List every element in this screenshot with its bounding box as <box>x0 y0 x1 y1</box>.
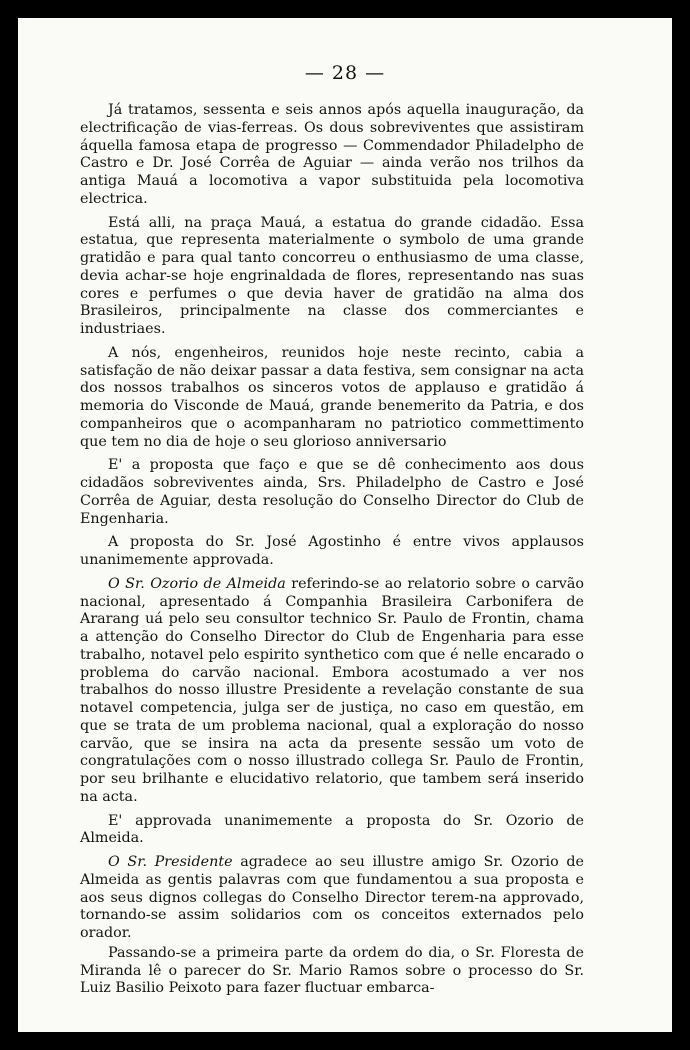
paragraph: E' approvada unanimemente a proposta do Sr. Ozorio de Almeida. <box>80 812 584 847</box>
speaker-name: O Sr. Presidente <box>108 854 233 870</box>
paragraph: Está alli, na praça Mauá, a estatua do grande cidadão. Essa estatua, que representa materialmente o symbolo de uma grande gratidão e para qual tanto concorreu o enthusiasmo de uma classe, devia achar-se hoje engrinaldada de flores, representando nas suas cores e perfumes o que devia haver de gratidão na alma dos Brasileiros, principalmente na classe dos commerciantes e industriaes. <box>80 214 584 337</box>
paragraph: A proposta do Sr. José Agostinho é entre vivos applausos unanimemente approvada. <box>80 534 584 568</box>
paragraph: Já tratamos, sessenta e seis annos após aquella inauguração, da electrificação de vias-ferreas. Os dous sobreviventes que assistiram áquella famosa etapa de progresso — Commendador Philadelpho de Castro e Dr. José Corrêa de Aguiar — ainda verão nos trilhos da antiga Mauá a locomotiva a vapor substituida pela locomotiva electrica. <box>80 102 584 207</box>
page-number: — 28 — <box>304 62 386 84</box>
paragraph-text: agradece ao seu illustre amigo Sr. Ozorio de Almeida as gentis palavras com que fundamentou a sua proposta e aos seus dignos collegas do Conselho Director terem-na approvado, tornando-se assim solidarios com os conceitos externados pelo orador. <box>80 854 585 941</box>
paragraph: Passando-se a primeira parte da ordem do dia, o Sr. Floresta de Miranda lê o parecer do Sr. Mario Ramos sobre o processo do Sr. Luiz Basilio Peixoto para fazer fluctuar embarca- <box>80 944 584 997</box>
speaker-name: O Sr. Ozorio de Almeida <box>108 575 286 592</box>
body-text <box>80 102 584 1004</box>
paragraph-text: referindo-se ao relatorio sobre o carvão nacional, apresentado á Companhia Brasileira Carbonifera de Ararang uá pelo seu consultor technico Sr. Paulo de Frontin, chama a attenção do Conselho Director do Club de Engenharia para esse trabalho, notavel pelo espirito synthetico com que é nelle encarado o problema do carvão nacional. Embora acostumado a ver nos trabalhos do nosso illustre Presidente a revelação constante de sua notavel competencia, julga ser de justiça, no caso em questão, em que se trata de um problema nacional, qual a exploração do nosso carvão, que se insira na acta da presente sessão um voto de congratulações com o nosso illustrado collega Sr. Paulo de Frontin, por seu brilhante e elucidativo relatorio, que tambem será inserido na acta. <box>80 575 584 805</box>
paragraph: E' a proposta que faço e que se dê conhecimento aos dous cidadãos sobreviventes ainda, Srs. Philadelpho de Castro e José Corrêa de Aguiar, desta resolução do Conselho Director do Club de Engenharia. <box>80 457 584 527</box>
paragraph <box>80 576 584 807</box>
paragraph: A nós, engenheiros, reunidos hoje neste recinto, cabia a satisfação de não deixar passar a data festiva, sem consignar na acta dos nossos trabalhos os sinceros votos de applauso e gratidão á memoria do Visconde de Mauá, grande benemerito da Patria, e dos companheiros que o acompanharam no patriotico commettimento que tem no dia de hoje o seu glorioso anniversario <box>80 344 584 450</box>
document-page <box>18 18 672 1032</box>
paragraph <box>80 854 584 943</box>
